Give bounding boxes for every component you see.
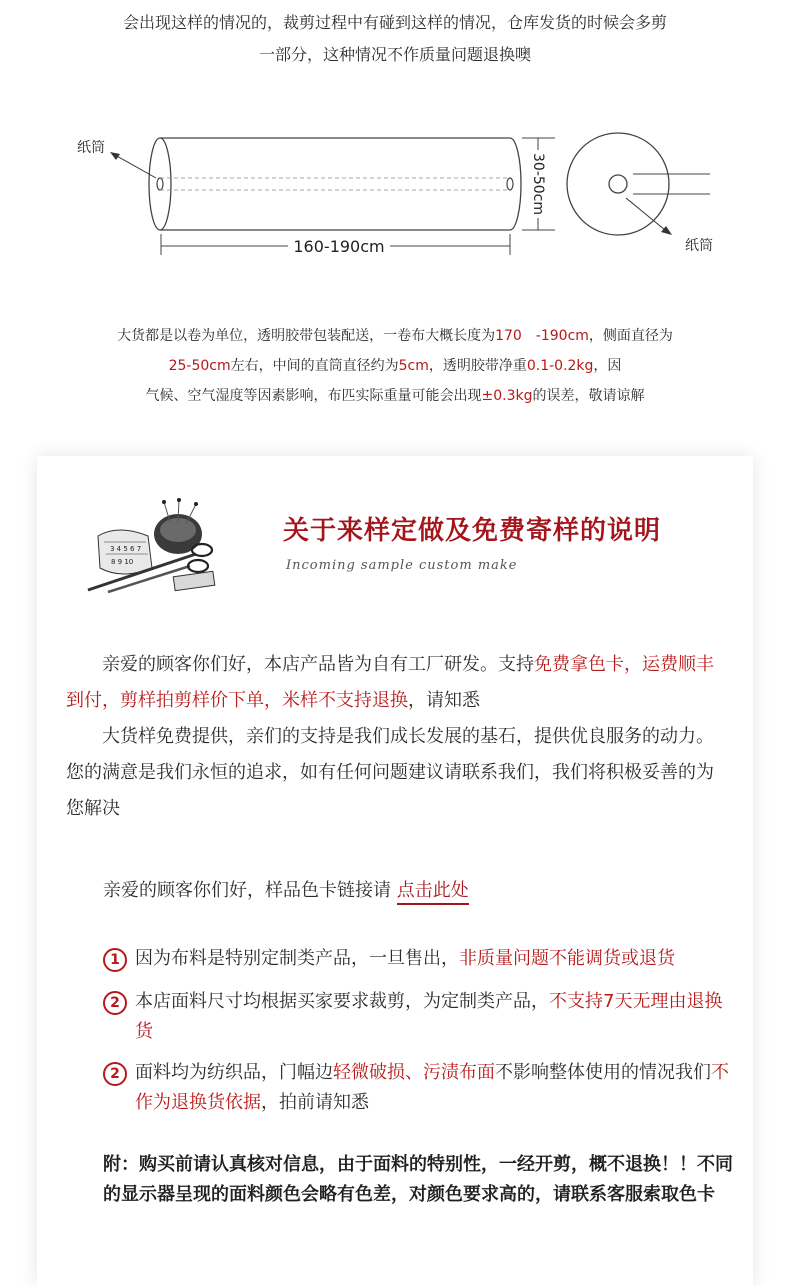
item-highlight: 不作为退换货依据 — [135, 1062, 729, 1113]
item-text: 面料均为纺织品，门幅边 — [135, 1062, 333, 1083]
item-number-1: 1 — [103, 948, 127, 972]
note-text: 左右，中间的直筒直径约为 — [230, 358, 399, 374]
click-here-link[interactable]: 点击此处 — [397, 880, 469, 905]
item-highlight: 不支持7天无理由退换货 — [135, 991, 723, 1042]
policy-item-1 — [135, 944, 735, 974]
top-section — [0, 0, 790, 430]
tube-label-right: 纸筒 — [685, 238, 713, 254]
intro-line-2: 一部分，这种情况不作质量问题退换噢 — [258, 45, 531, 64]
note-text: 的误差，敬请谅解 — [532, 388, 645, 404]
paragraph-text: 亲爱的顾客你们好，本店产品皆为自有工厂研发。支持 — [102, 654, 534, 675]
paragraph-highlight: 免费拿色卡，运费顺丰到付，剪样拍剪样价下单，米样不支持退换 — [66, 654, 714, 711]
item-text: ，拍前请知悉 — [261, 1092, 369, 1113]
fabric-roll-diagram — [60, 110, 740, 270]
section-title: 关于来样定做及免费寄样的说明 — [283, 516, 662, 546]
item-highlight: 非质量问题不能调货或退货 — [459, 948, 675, 969]
diameter-label: 30-50cm — [530, 152, 546, 216]
sewing-tools-illustration — [78, 496, 228, 600]
length-label: 160-190cm — [293, 237, 385, 256]
paragraph-text: ，请知悉 — [408, 690, 480, 711]
note-text: 气候、空气湿度等因素影响，布匹实际重量可能会出现 — [145, 388, 482, 404]
item-text: 不影响整体使用的情况我们 — [495, 1062, 711, 1083]
note-text: ，侧面直径为 — [588, 328, 673, 344]
sample-link-line — [103, 876, 469, 902]
note-highlight: 5cm — [398, 358, 429, 374]
policy-item-3 — [135, 1058, 735, 1118]
svg-text:3 4 5 6 7: 3 4 5 6 7 — [110, 545, 142, 553]
item-text: 本店面料尺寸均根据买家要求裁剪，为定制类产品， — [135, 991, 549, 1012]
item-highlight: 轻微破损、污渍布面 — [333, 1062, 495, 1083]
note-line-1 — [0, 325, 790, 345]
note-highlight: 0.1-0.2kg — [526, 358, 594, 374]
note-highlight: 170 -190cm — [495, 328, 589, 344]
svg-text:8 9 10: 8 9 10 — [111, 558, 134, 566]
item-number-2: 2 — [103, 991, 127, 1015]
note-text: ，因 — [593, 358, 622, 374]
section-subtitle: Incoming sample custom make — [286, 558, 518, 573]
tube-label-left: 纸筒 — [77, 140, 105, 156]
note-line-3 — [0, 385, 790, 405]
note-text: 大货都是以卷为单位，透明胶带包装配送，一卷布大概长度为 — [117, 328, 496, 344]
paragraph-2: 大货样免费提供，亲们的支持是我们成长发展的基石，提供优良服务的动力。您的满意是我们永恒的追求，如有任何问题建议请联系我们，我们将积极妥善的为您解决 — [66, 726, 714, 819]
footer-notice: 附：购买前请认真核对信息，由于面料的特别性，一经开剪，概不退换！！不同的显示器呈现的面料颜色会略有色差，对颜色要求高的，请联系客服索取色卡 — [103, 1154, 733, 1205]
note-highlight: 25-50cm — [168, 358, 231, 374]
item-number-3: 2 — [103, 1062, 127, 1086]
intro-line-1: 会出现这样的情况的，裁剪过程中有碰到这样的情况，仓库发货的时候会多剪 — [122, 13, 667, 32]
note-text: ，透明胶带净重 — [428, 358, 527, 374]
sample-link-text: 亲爱的顾客你们好，样品色卡链接请 — [103, 880, 391, 901]
note-highlight: ±0.3kg — [481, 388, 533, 404]
policy-item-2 — [135, 987, 735, 1047]
note-line-2 — [0, 355, 790, 375]
item-text: 因为布料是特别定制类产品，一旦售出， — [135, 948, 459, 969]
paragraph-1 — [66, 647, 726, 719]
